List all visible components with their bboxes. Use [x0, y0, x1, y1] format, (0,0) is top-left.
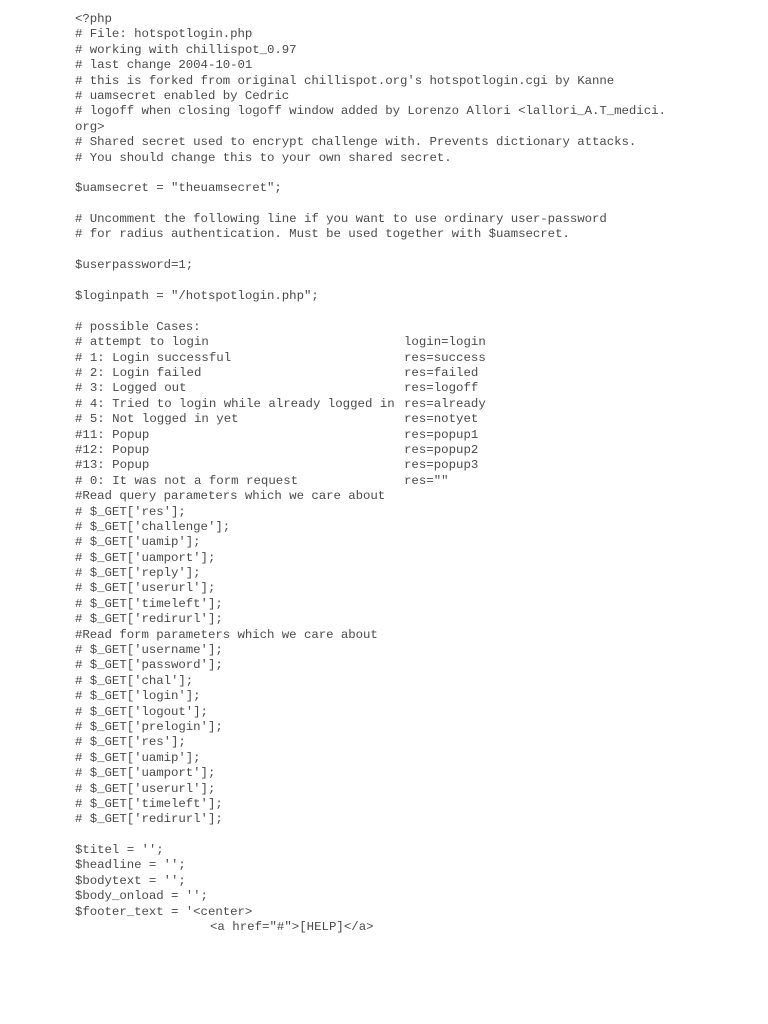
- code-line: # logoff when closing logoff window added by Lorenzo Allori <lallori_A.T_medici.: [75, 104, 666, 119]
- code-line: # $_GET['res'];: [75, 504, 186, 519]
- case-code: res=success: [404, 350, 486, 365]
- case-row: [75, 335, 695, 350]
- case-row: [75, 366, 695, 381]
- blank-line: [75, 243, 695, 258]
- code-line: # $_GET['prelogin'];: [75, 719, 223, 734]
- variables-block: [75, 843, 695, 935]
- userpassword-comment-block: [75, 212, 695, 243]
- case-description: # 3: Logged out: [75, 381, 187, 396]
- code-line: # $_GET['logout'];: [75, 704, 208, 719]
- code-line: # $_GET['uamip'];: [75, 535, 201, 550]
- case-description: # 2: Login failed: [75, 365, 202, 380]
- code-line: # $_GET['challenge'];: [75, 519, 231, 534]
- case-row: [75, 397, 695, 412]
- code-line: # $_GET['uamip'];: [75, 750, 201, 765]
- code-line: org>: [75, 119, 105, 134]
- code-line: # Shared secret used to encrypt challenge with. Prevents dictionary attacks.: [75, 135, 637, 150]
- case-code: res=failed: [404, 365, 479, 380]
- code-line: # $_GET['uamport'];: [75, 766, 216, 781]
- case-description: #13: Popup: [75, 458, 150, 473]
- code-line: # $_GET['res'];: [75, 735, 186, 750]
- code-line: # $_GET['timeleft'];: [75, 596, 223, 611]
- code-line: # $_GET['userurl'];: [75, 581, 216, 596]
- case-code: res=popup3: [404, 458, 479, 473]
- blank-line: [75, 197, 695, 212]
- case-row: [75, 474, 695, 489]
- code-line: # $_GET['username'];: [75, 643, 223, 658]
- case-description: # attempt to login: [75, 335, 209, 350]
- code-line: $body_onload = '';: [75, 889, 208, 904]
- code-line: # $_GET['login'];: [75, 689, 201, 704]
- code-line: # for radius authentication. Must be used together with $uamsecret.: [75, 227, 570, 242]
- code-line: <?php: [75, 12, 112, 26]
- case-code: res=logoff: [404, 381, 479, 396]
- form-params-list: [75, 643, 695, 828]
- footer-link-line: <a href="#">[HELP]</a>: [210, 920, 374, 935]
- case-row: [75, 458, 695, 473]
- case-description: # 0: It was not a form request: [75, 473, 299, 488]
- code-line: # $_GET['chal'];: [75, 673, 194, 688]
- cases-table: [75, 335, 695, 489]
- code-line: # uamsecret enabled by Cedric: [75, 88, 290, 103]
- code-line: # $_GET['reply'];: [75, 566, 201, 581]
- case-description: #11: Popup: [75, 427, 150, 442]
- loginpath-line: $loginpath = "/hotspotlogin.php";: [75, 289, 319, 304]
- code-line: # Uncomment the following line if you want to use ordinary user-password: [75, 212, 607, 227]
- code-line: # working with chillispot_0.97: [75, 42, 297, 57]
- form-params-heading: #Read form parameters which we care about: [75, 627, 378, 642]
- code-line: $bodytext = '';: [75, 873, 186, 888]
- uamsecret-line: $uamsecret = "theuamsecret";: [75, 181, 282, 196]
- code-line: $titel = '';: [75, 843, 164, 858]
- code-line: # $_GET['redirurl'];: [75, 612, 223, 627]
- case-row: [75, 381, 695, 396]
- case-code: res=popup1: [404, 427, 479, 442]
- case-row: [75, 351, 695, 366]
- blank-line: [75, 304, 695, 319]
- case-description: # 1: Login successful: [75, 350, 232, 365]
- code-line: # File: hotspotlogin.php: [75, 27, 253, 42]
- code-line: # $_GET['timeleft'];: [75, 796, 223, 811]
- code-document: [75, 12, 695, 935]
- code-line: # $_GET['redirurl'];: [75, 812, 223, 827]
- header-comment-block: [75, 12, 695, 166]
- blank-line: [75, 166, 695, 181]
- case-row: [75, 443, 695, 458]
- case-description: #12: Popup: [75, 442, 150, 457]
- code-line: $footer_text = '<center>: [75, 904, 253, 919]
- case-description: # 5: Not logged in yet: [75, 412, 239, 427]
- case-row: [75, 412, 695, 427]
- code-line: $headline = '';: [75, 858, 186, 873]
- blank-line: [75, 828, 695, 843]
- blank-line: [75, 274, 695, 289]
- case-description: # 4: Tried to login while already logged in: [75, 396, 395, 411]
- code-line: # last change 2004-10-01: [75, 58, 253, 73]
- case-code: res=popup2: [404, 442, 479, 457]
- query-params-list: [75, 505, 695, 628]
- cases-heading: # possible Cases:: [75, 319, 201, 334]
- case-code: login=login: [404, 335, 486, 350]
- case-code: res=already: [404, 396, 486, 411]
- userpassword-line: $userpassword=1;: [75, 258, 194, 273]
- query-params-heading: #Read query parameters which we care about: [75, 489, 386, 504]
- case-row: [75, 428, 695, 443]
- code-line: # You should change this to your own shared secret.: [75, 150, 452, 165]
- case-code: res="": [404, 473, 449, 488]
- code-line: # $_GET['uamport'];: [75, 550, 216, 565]
- code-line: # $_GET['userurl'];: [75, 781, 216, 796]
- code-line: # this is forked from original chillispot.org's hotspotlogin.cgi by Kanne: [75, 73, 615, 88]
- code-line: # $_GET['password'];: [75, 658, 223, 673]
- case-code: res=notyet: [404, 412, 479, 427]
